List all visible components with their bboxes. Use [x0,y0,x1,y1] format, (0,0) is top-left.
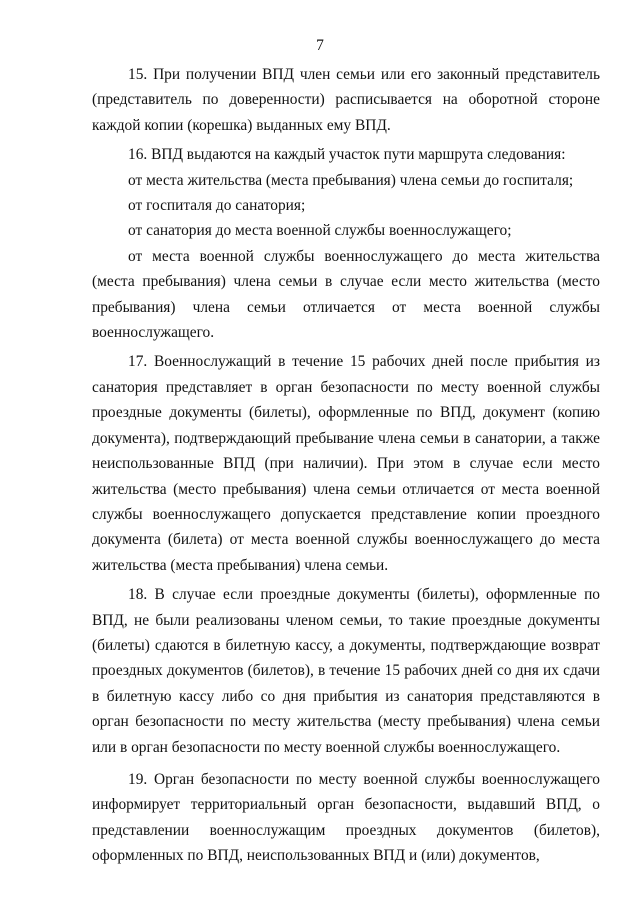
paragraph-18: 18. В случае если проездные документы (билеты), оформленные по ВПД, не были реализованы членом семьи, то такие проездные документы (билеты) сдаются в билетную кассу, а документы, подтверждающие возврат проездных документов (билетов), в течение 15 рабочих дней со дня их сдачи в билетную кассу либо со дня прибытия из санатория представляются в орган безопасности по месту жительства (месту пребывания) члена семьи или в орган безопасности по месту военной службы военнослужащего. [92,586,600,756]
paragraph-16-item-1: от места жительства (места пребывания) члена семьи до госпиталя; [128,171,574,189]
paragraph-16-item-3: от санатория до места военной службы военнослужащего; [128,222,512,240]
document-body [92,62,600,869]
paragraph-16-item-2: от госпиталя до санатория; [128,197,306,215]
paragraph-19: 19. Орган безопасности по месту военной службы военнослужащего информирует территориальный орган безопасности, выдавший ВПД, о представлении военнослужащим проездных документов (билетов), оформленных по ВПД, неиспользованных ВПД и (или) документов, [92,770,600,865]
paragraph-15: 15. При получении ВПД член семьи или его законный представитель (представитель по доверенности) расписывается на оборотной стороне каждой копии (корешка) выданных ему ВПД. [92,66,600,134]
paragraph-17: 17. Военнослужащий в течение 15 рабочих дней после прибытия из санатория представляет в орган безопасности по месту военной службы проездные документы (билеты), оформленные по ВПД, документ (копию документа), подтверждающий пребывание члена семьи в санатории, а также неиспользованные ВПД (при наличии). При этом в случае если место жительства (место пребывания) члена семьи отличается от места военной службы военнослужащего допускается представление копии проездного документа (билета) от места военной службы военнослужащего до места жительства (места пребывания) члена семьи. [92,353,600,574]
paragraph-16-item-4: от места военной службы военнослужащего до места жительства (места пребывания) члена семьи в случае если место жительства (место пребывания) члена семьи отличается от места военной службы военнослужащего. [92,247,600,342]
page-number: 7 [316,37,324,54]
paragraph-16: 16. ВПД выдаются на каждый участок пути маршрута следования: [128,146,566,164]
